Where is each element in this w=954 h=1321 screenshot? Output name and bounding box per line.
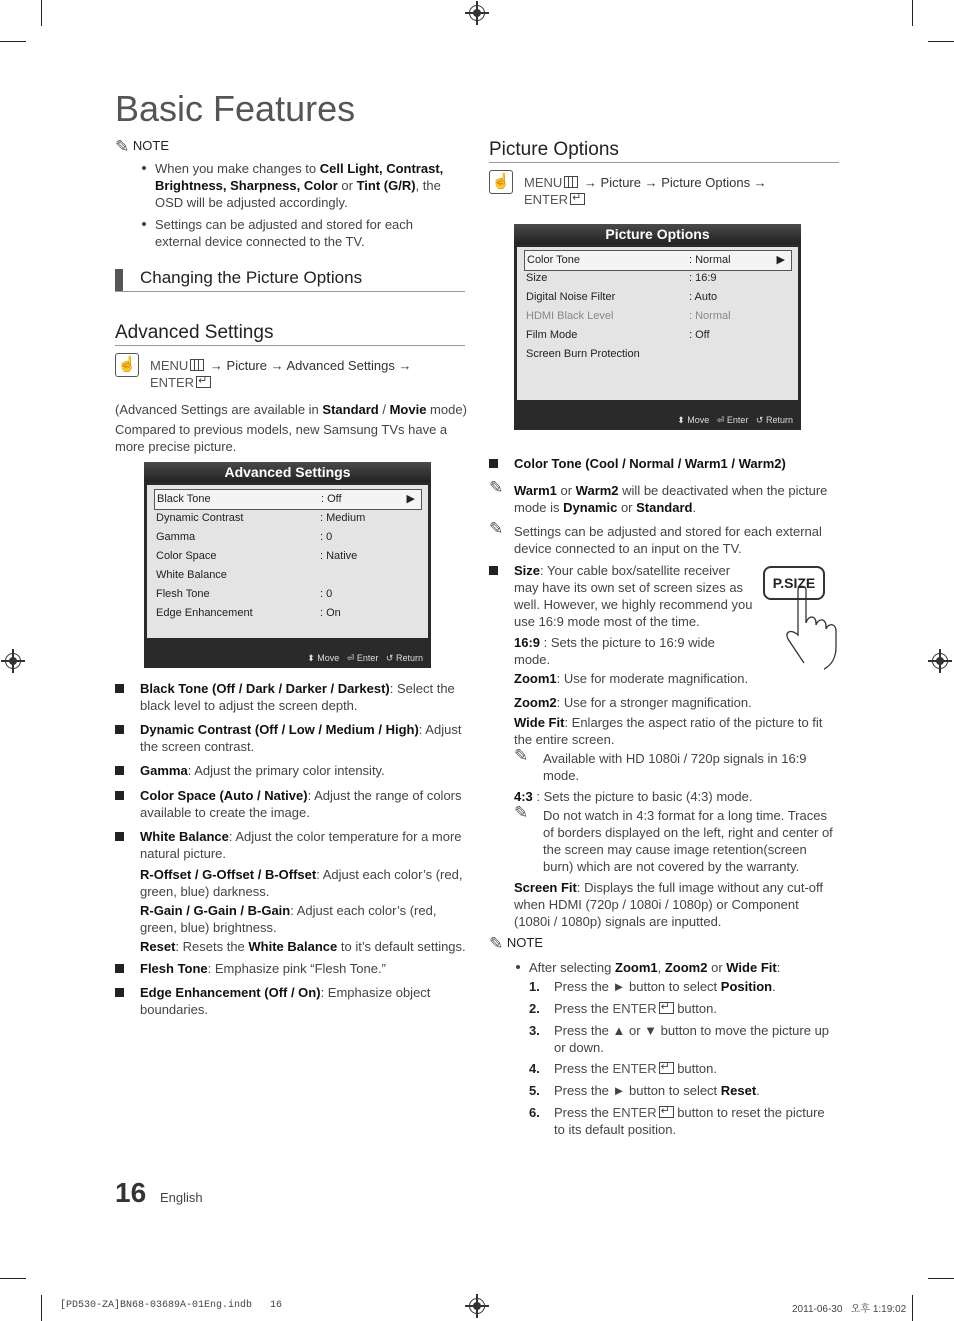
return-icon: ↺ (755, 415, 764, 425)
note-label: NOTE (506, 935, 543, 950)
list-item: Black Tone (Off / Dark / Darker / Darkest): Select the black level to adjust the screen depth. (140, 681, 455, 713)
bullet-icon (142, 222, 146, 226)
step-text: Press the ENTER↵ button to reset the picture to its default position. (554, 1104, 834, 1138)
enter-icon (659, 1002, 674, 1014)
compared-text: Compared to previous models, new Samsung TVs have a more precise picture. (115, 422, 448, 454)
menu-path: MENU → Picture → Advanced Settings → ENTER↵ (150, 357, 460, 391)
crop-mark (0, 41, 26, 42)
crop-mark (928, 41, 954, 42)
divider (115, 291, 465, 292)
list-subitem: R-Gain / G-Gain / B-Gain: Adjust each color’s (red, green, blue) brightness. (140, 903, 437, 935)
psize-button: P.SIZE (763, 566, 825, 600)
move-icon: ⬍ (677, 415, 685, 425)
step-number: 5. (529, 1083, 540, 1098)
step-text: Press the ENTER↵ button. (554, 1060, 834, 1077)
availability-text: (Advanced Settings are available in Standard / Movie mode) (115, 402, 467, 417)
list-subitem: R-Offset / G-Offset / B-Offset: Adjust each color’s (red, green, blue) darkness. (140, 867, 463, 899)
file-slug: [PD530-ZA]BN68-03689A-01Eng.indb 16 (60, 1300, 283, 1311)
bullet-square-icon (115, 684, 124, 693)
menu-icon (564, 176, 578, 188)
note-block (115, 137, 465, 157)
list-item: Color Space (Auto / Native): Adjust the range of colors available to create the image. (140, 788, 462, 820)
list-item: Dynamic Contrast (Off / Low / Medium / High): Adjust the screen contrast. (140, 722, 462, 754)
step-number: 2. (529, 1001, 540, 1016)
osd-title: Advanced Settings (144, 462, 431, 482)
list-item: Color Tone (Cool / Normal / Warm1 / Warm2) (514, 456, 786, 471)
note-text: Do not watch in 4:3 format for a long time. Traces of borders displayed on the left, right and center of the screen may cause image retention(screen burn) which are not covered by the warranty. (543, 808, 833, 874)
menu-path: MENU → Picture → Picture Options → ENTER↵ (524, 174, 834, 208)
arrow-right-icon: ▶ (406, 493, 415, 505)
bullet-square-icon (115, 964, 124, 973)
bullet-square-icon (489, 459, 498, 468)
advanced-settings-osd (144, 462, 431, 668)
osd-footer: ⬍ Move ⏎ Enter ↺ Return (677, 415, 793, 425)
move-icon: ⬍ (307, 653, 315, 663)
bullet-square-icon (115, 988, 124, 997)
bullet-square-icon (115, 766, 124, 775)
crop-mark (41, 0, 42, 26)
page-language: English (160, 1190, 203, 1205)
divider (115, 345, 465, 346)
registration-mark-icon (5, 653, 21, 669)
size-option: Zoom1: Use for moderate magnification. (514, 671, 749, 686)
print-date: 2011-06-30 오후 1:19:02 (792, 1304, 907, 1315)
osd-row[interactable]: Dynamic Contrast : Medium (156, 512, 366, 524)
registration-mark-icon (469, 1298, 485, 1314)
registration-mark-icon (932, 653, 948, 669)
step-number: 4. (529, 1061, 540, 1076)
note-block (489, 934, 543, 954)
list-item: Size: Your cable box/satellite receiver may have its own set of screen sizes as well. However, we highly recommend you use 16:9 mode most of the time. (514, 563, 753, 629)
page-title: Basic Features (115, 88, 356, 129)
return-icon: ↺ (385, 653, 394, 663)
note-pencil-icon: ✎ (489, 934, 504, 953)
hand-icon: ☝ (489, 170, 513, 194)
note-item: After selecting Zoom1, Zoom2 or Wide Fit: (529, 960, 781, 975)
hand-pointer-icon (780, 585, 842, 670)
step-number: 1. (529, 979, 540, 994)
page-number: 16 (115, 1177, 147, 1208)
enter-icon (659, 1106, 674, 1118)
note-pencil-icon: ✎ (514, 803, 529, 822)
menu-icon (190, 359, 204, 371)
osd-row[interactable]: Digital Noise Filter : Auto (526, 291, 718, 303)
osd-footer: ⬍ Move ⏎ Enter ↺ Return (307, 653, 423, 663)
osd-row: HDMI Black Level : Normal (526, 310, 731, 322)
osd-row[interactable]: Size : 16:9 (526, 272, 717, 284)
step-text: Press the ENTER↵ button. (554, 1000, 834, 1017)
note-item: When you make changes to Cell Light, Contrast, Brightness, Sharpness, Color or Tint (G/R), the OSD will be adjusted accordingly. (155, 161, 444, 210)
note-text: Available with HD 1080i / 720p signals in 16:9 mode. (543, 751, 807, 783)
step-text: Press the ► button to select Position. (554, 979, 776, 994)
arrow-right-icon: ▶ (776, 254, 785, 266)
osd-title: Picture Options (514, 224, 801, 244)
divider (489, 162, 839, 163)
step-text: Press the ► button to select Reset. (554, 1083, 760, 1098)
osd-body (517, 247, 798, 400)
osd-row[interactable]: Film Mode : Off (526, 329, 710, 341)
note-item: Settings can be adjusted and stored for each external device connected to the TV. (155, 217, 414, 249)
osd-row[interactable]: Color Space : Native (156, 550, 358, 562)
bullet-square-icon (115, 791, 124, 800)
hand-icon: ☝ (115, 353, 139, 377)
picture-options-osd (514, 224, 801, 430)
note-text: Warm1 or Warm2 will be deactivated when the picture mode is Dynamic or Standard. (514, 483, 828, 515)
bullet-square-icon (115, 832, 124, 841)
note-text: Settings can be adjusted and stored for each external device connected to an input on the TV. (514, 524, 822, 556)
size-option: 16:9 : Sets the picture to 16:9 wide mode. (514, 635, 715, 667)
picture-options-heading: Picture Options (489, 139, 619, 160)
crop-mark (928, 1278, 954, 1279)
enter-icon (659, 1062, 674, 1074)
section-bar (115, 269, 123, 291)
crop-mark (0, 1278, 26, 1279)
enter-icon (196, 376, 211, 388)
section-heading: Changing the Picture Options (140, 268, 363, 287)
crop-mark (912, 0, 913, 26)
crop-mark (912, 1295, 913, 1321)
note-label: NOTE (132, 138, 169, 153)
list-item: Flesh Tone: Emphasize pink “Flesh Tone.” (140, 961, 386, 976)
step-text: Press the ▲ or ▼ button to move the picture up or down. (554, 1023, 830, 1055)
osd-row[interactable]: White Balance (156, 569, 227, 581)
bullet-square-icon (489, 566, 498, 575)
list-item: White Balance: Adjust the color temperature for a more natural picture. (140, 829, 462, 861)
bullet-icon (142, 166, 146, 170)
note-pencil-icon: ✎ (115, 137, 130, 156)
bullet-square-icon (115, 725, 124, 734)
enter-icon: ⏎ (716, 415, 725, 425)
step-number: 6. (529, 1105, 540, 1120)
registration-mark-icon (469, 5, 485, 21)
osd-body (147, 485, 428, 638)
osd-row[interactable]: Black Tone : Off ▶ (154, 489, 422, 510)
osd-row[interactable]: Screen Burn Protection (526, 348, 640, 360)
advanced-settings-heading: Advanced Settings (115, 322, 274, 343)
size-option: 4:3 : Sets the picture to basic (4:3) mode. (514, 789, 753, 804)
size-option: Wide Fit: Enlarges the aspect ratio of the picture to fit the entire screen. (514, 715, 823, 747)
enter-icon: ⏎ (346, 653, 355, 663)
note-pencil-icon: ✎ (489, 519, 504, 538)
osd-row[interactable]: Edge Enhancement : On (156, 607, 341, 619)
osd-row[interactable]: Gamma : 0 (156, 531, 333, 543)
enter-icon (570, 193, 585, 205)
list-subitem: Reset: Resets the White Balance to it’s default settings. (140, 939, 466, 954)
list-item: Gamma: Adjust the primary color intensity. (140, 763, 385, 778)
note-pencil-icon: ✎ (514, 746, 529, 765)
crop-mark (41, 1295, 42, 1321)
note-pencil-icon: ✎ (489, 478, 504, 497)
size-option: Screen Fit: Displays the full image without any cut-off when HDMI (720p / 1080i / 1080p) or Component (1080i / 1080p) signals are inputted. (514, 880, 824, 929)
step-number: 3. (529, 1023, 540, 1038)
osd-row[interactable]: Color Tone : Normal ▶ (524, 250, 792, 271)
size-option: Zoom2: Use for a stronger magnification. (514, 695, 752, 710)
osd-row[interactable]: Flesh Tone : 0 (156, 588, 333, 600)
bullet-icon (516, 965, 520, 969)
list-item: Edge Enhancement (Off / On): Emphasize object boundaries. (140, 985, 431, 1017)
